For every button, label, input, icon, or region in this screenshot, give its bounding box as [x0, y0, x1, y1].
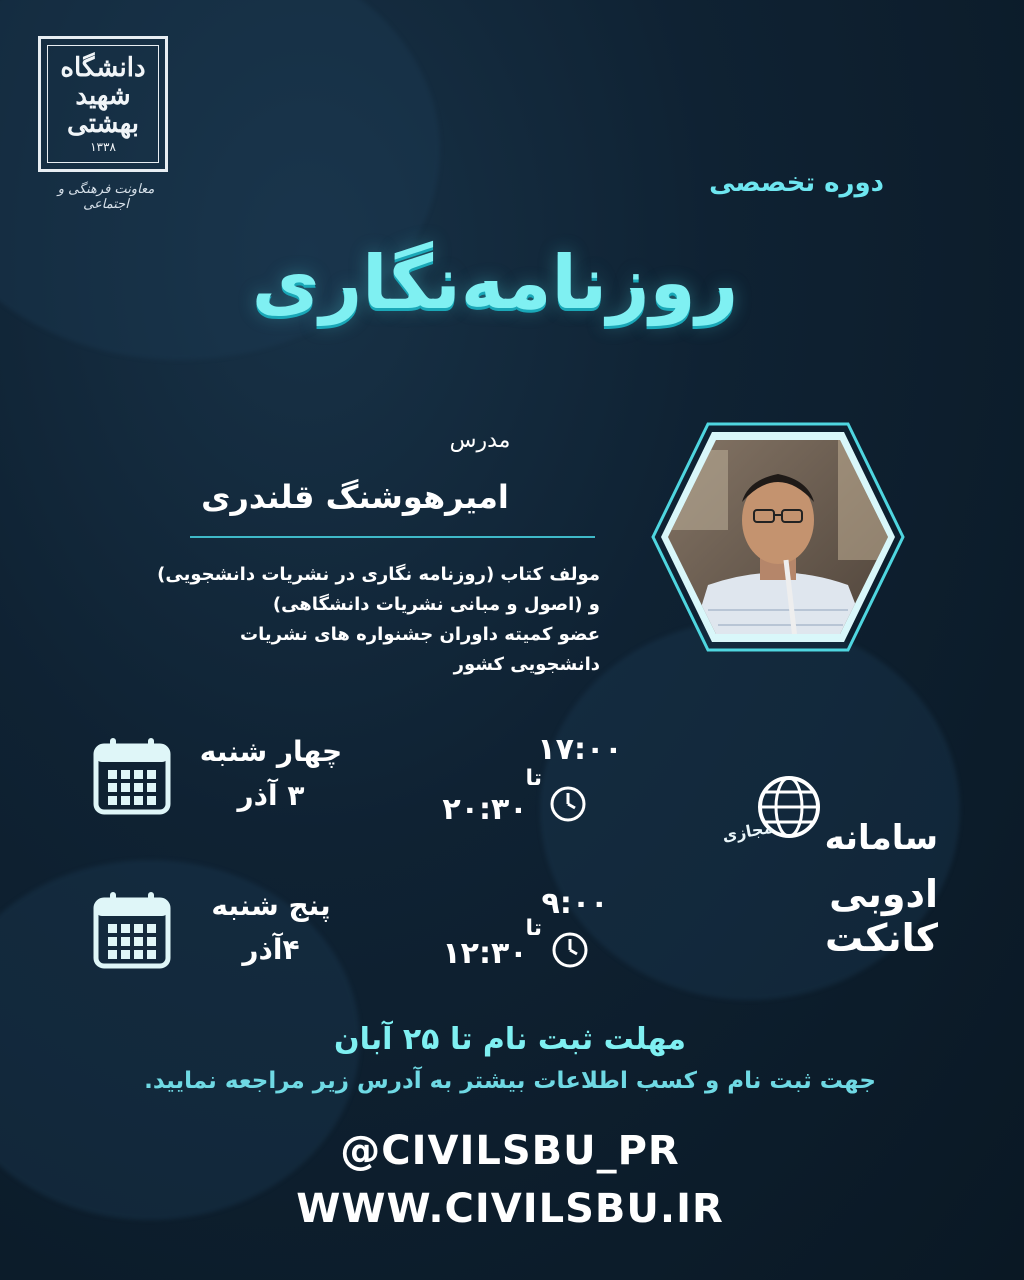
session-start-time: ۱۷:۰۰ — [537, 732, 623, 767]
description-line: عضو کمیته داوران جشنواره های نشریات دانشجویی کشور — [240, 624, 600, 675]
description-line: مولف کتاب (روزنامه نگاری در نشریات دانشجویی) — [157, 564, 600, 585]
platform-name: ادوبی کانکت — [825, 872, 938, 960]
description-line: و (اصول و مبانی نشریات دانشگاهی) — [272, 594, 600, 615]
logo-text: بهشتی — [67, 109, 139, 139]
session-day — [196, 730, 346, 818]
instructor-description — [150, 560, 600, 680]
calendar-icon — [92, 736, 172, 820]
social-handle[interactable]: @CIVILSBU_PR — [340, 1128, 680, 1174]
session-end-time: ۱۲:۳۰ — [442, 936, 528, 971]
session-date: ۴آذر — [242, 933, 300, 966]
logo-caption: معاونت فرهنگی و اجتماعی — [57, 182, 155, 212]
divider — [190, 536, 595, 538]
course-label: دوره تخصصی — [709, 168, 884, 198]
instructor-role: مدرس — [449, 428, 511, 453]
session-day — [196, 884, 346, 972]
logo-text: شهید — [75, 81, 131, 111]
session-to: تا — [525, 916, 542, 941]
instructor-name: امیرهوشنگ قلندری — [201, 478, 509, 516]
virtual-label: مجازی — [720, 817, 775, 846]
session-day-name: پنج شنبه — [211, 889, 331, 922]
session-start-time: ۹:۰۰ — [541, 886, 609, 921]
logo-year: ۱۳۳۸ — [90, 140, 116, 154]
logo-text: دانشگاه — [60, 53, 146, 83]
registration-deadline: مهلت ثبت نام تا ۲۵ آبان — [334, 1022, 686, 1057]
session-date: ۳ آذر — [237, 779, 305, 812]
info-text: جهت ثبت نام و کسب اطلاعات بیشتر به آدرس زیر مراجعه نمایید. — [144, 1068, 876, 1094]
instructor-photo — [648, 410, 908, 665]
university-logo — [38, 36, 168, 172]
calendar-icon — [92, 890, 172, 974]
course-title: روزنامه‌نگاری — [251, 240, 739, 326]
website-link[interactable]: WWW.CIVILSBU.IR — [296, 1186, 724, 1232]
session-day-name: چهار شنبه — [199, 735, 343, 768]
platform-label: سامانه — [824, 818, 938, 858]
clock-icon — [548, 784, 588, 828]
session-end-time: ۲۰:۳۰ — [442, 792, 528, 827]
session-to: تا — [525, 766, 542, 791]
clock-icon — [550, 930, 590, 974]
